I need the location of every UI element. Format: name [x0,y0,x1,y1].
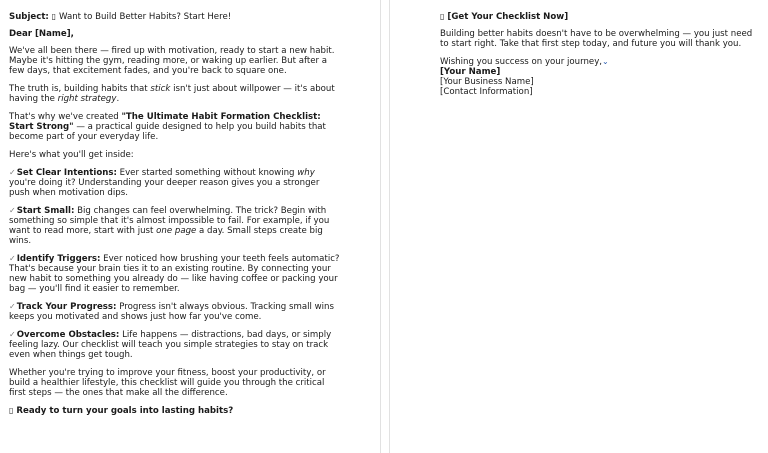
check-icon: ✓ [9,254,16,263]
column-divider [380,0,381,453]
list-item [9,206,340,246]
cta-paragraph: Building better habits doesn't have to be overwhelming — you just need to start right. Take that first step today, and future you will thank you. [440,29,753,49]
your-name: [Your Name] [440,67,501,77]
ready-line [9,406,340,416]
email-left-column [0,0,380,453]
placeholder-box-icon: ▯ [440,12,445,21]
item-title: Identify Triggers: [16,254,101,264]
subject-text: Want to Build Better Habits? Start Here! [59,12,232,22]
check-icon: ✓ [9,302,16,311]
signature-contact: [Contact Information] [440,87,533,97]
list-item [9,168,340,198]
item-text: Ever started something without knowing [116,168,298,178]
subject-line [9,12,340,22]
truth-text-a: The truth is, building habits that [9,84,151,94]
item-title: Set Clear Intentions: [16,168,117,178]
item-text-b: a day. Small steps create big wins. [9,226,323,246]
item-text: Big changes can feel overwhelming. The trick? Begin with something so simple that it's almost impossible to fail. For example, if you want to read more, start with just [9,206,330,236]
item-emphasis: one page [156,226,197,236]
item-text: Ever noticed how brushing your teeth feels automatic? That's because your brain ties it to an existing routine. By connecting your new habit to something you already do — like having coffee or packing your bag — you'll find it easier to remember. [9,254,340,294]
greeting [9,29,340,39]
why-text-b: — a practical guide designed to help you build habits that become part of your everyday life. [9,122,326,142]
intro-paragraph: We've all been there — fired up with motivation, ready to start a new habit. Maybe it's hitting the gym, reading more, or waking up earlier. But after a few days, that excitement fades, and you're back to square one. [9,46,335,76]
check-icon: ✓ [9,168,16,177]
list-item [9,254,340,294]
item-title: Overcome Obstacles: [16,330,120,340]
why-paragraph [9,112,340,142]
placeholder-box-icon: ▯ [9,406,14,415]
list-item [9,302,340,322]
check-icon: ✓ [9,206,16,215]
signature-name [440,67,758,77]
truth-text-c: . [116,94,120,104]
text-cursor-icon: ⌄ [602,57,609,66]
check-icon: ✓ [9,330,16,339]
item-text: Progress isn't always obvious. Tracking small wins keeps you motivated and shows just how far you've come. [9,302,334,322]
email-right-column [390,0,768,453]
cta-line [440,12,758,22]
greeting-text: Dear [Name], [9,29,74,39]
item-text: Life happens — distractions, bad days, or simply feeling lazy. Our checklist will teach you simple strategies to stay on track even when things get tough. [9,330,332,360]
cta-text: [Get Your Checklist Now] [447,12,569,22]
truth-emphasis-2: right strategy [57,94,117,104]
signature-business: [Your Business Name] [440,77,534,87]
list-item [9,330,340,360]
truth-emphasis: stick [150,84,171,94]
item-title: Track Your Progress: [16,302,117,312]
why-text-a: That's why we've created [9,112,122,122]
placeholder-box-icon: ▯ [51,12,57,21]
checklist-title: "The Ultimate Habit Formation Checklist: Start Strong" [9,112,321,132]
subject-label: Subject: [9,12,49,22]
ready-text: Ready to turn your goals into lasting habits? [16,406,234,416]
signoff [440,57,758,67]
truth-text-b: isn't just about willpower — it's about having the [9,84,335,104]
signoff-text: Wishing you success on your journey, [440,57,603,67]
item-title: Start Small: [16,206,75,216]
item-emphasis: why [297,168,315,178]
item-text-b: you're doing it? Understanding your deeper reason gives you a stronger push when motivation dips. [9,178,320,198]
truth-paragraph [9,84,340,104]
closing-paragraph: Whether you're trying to improve your fitness, boost your productivity, or build a healthier lifestyle, this checklist will guide you through the critical first steps — the ones that make all the difference. [9,368,326,398]
inside-intro: Here's what you'll get inside: [9,150,134,160]
